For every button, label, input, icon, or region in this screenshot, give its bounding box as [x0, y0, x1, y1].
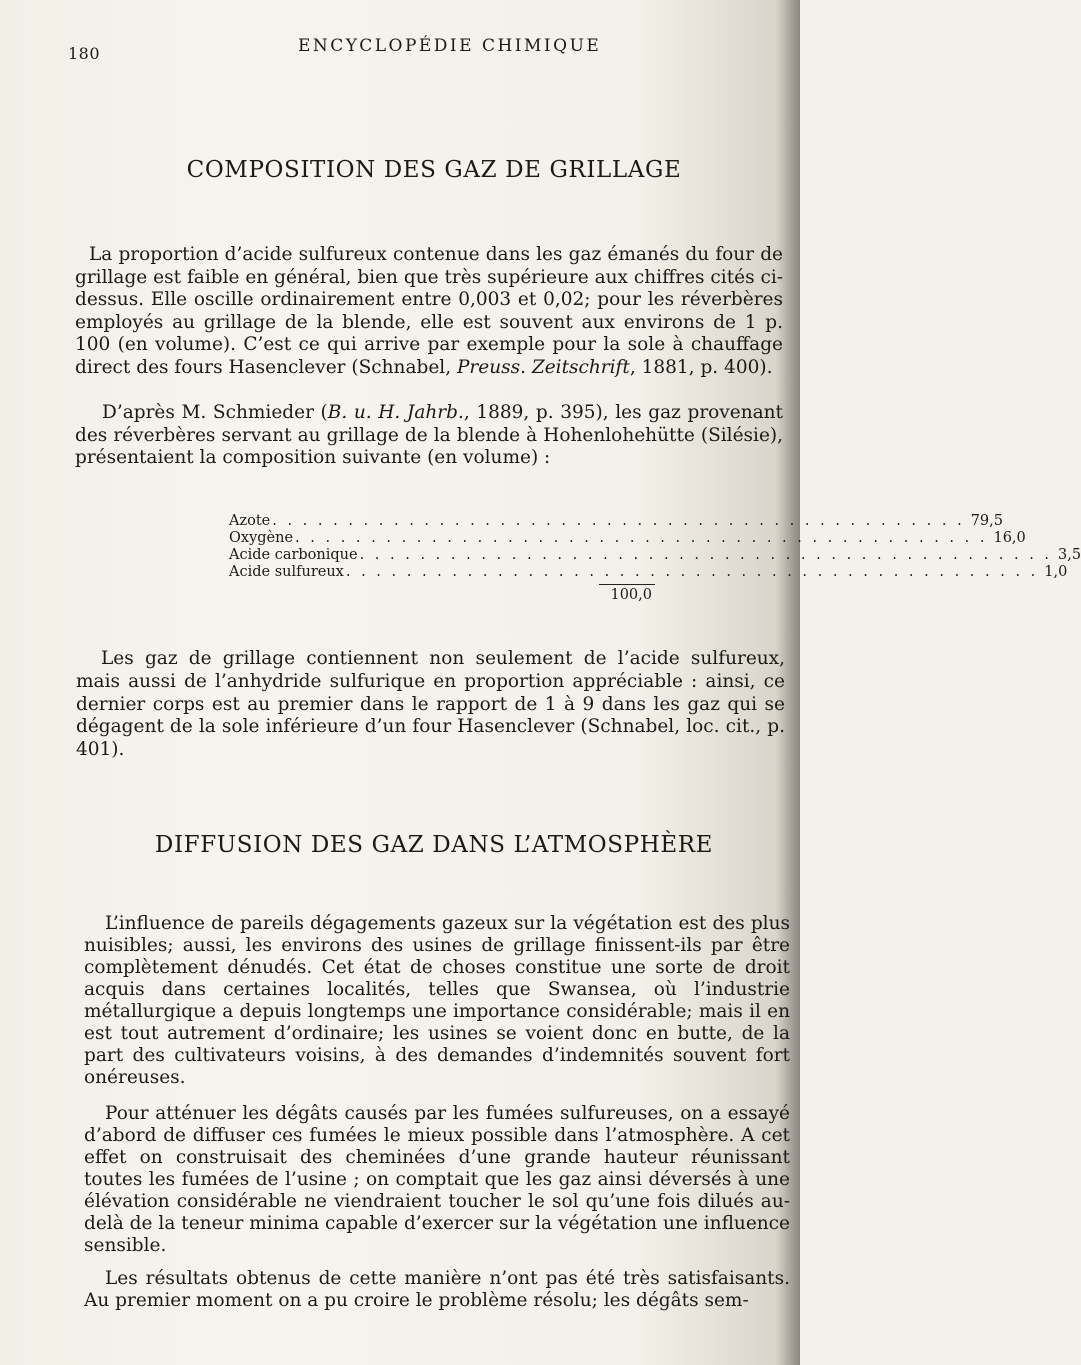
- composition-total-row: [229, 587, 655, 604]
- leader-dots: . . . . . . . . . . . . . . . . . . . . . . . . . . . . . . . . . . . . . . . . . . . . . .: [272, 513, 965, 529]
- paragraph-influence: L’influence de pareils dégagements gazeux sur la végétation est des plus nuisibles; aussi, les environs des usines de grillage finissent-ils par être complètement dénudés. Cet état de choses constitue une sorte de droit acquis dans certaines localités, telles que Swansea, où l’industrie métallurgique a depuis longtemps une importance considérable; mais il en est tout autrement d’ordinaire; les usines se voient donc en butte, de la part des cultivateurs voisins, à des demandes d’indemnités souvent fort onéreuses.: [84, 913, 790, 1088]
- leader-dots: . . . . . . . . . . . . . . . . . . . . . . . . . . . . . . . . . . . . . . . . . . . . . .: [295, 530, 988, 546]
- paragraph-attenuer: Pour atténuer les dégâts causés par les fumées sulfureuses, on a essayé d’abord de diffuser ces fumées le mieux possible dans l’atmosphère. A cet effet on construisait des cheminées d’une grande hauteur réunissant toutes les fumées de l’usine ; on comptait que les gaz ainsi déversés à une élévation considérable ne viendraient toucher le sol qu’une fois dilués au-delà de la teneur minima capable d’exercer sur la végétation une influence sensible.: [84, 1103, 790, 1256]
- composition-label: Acide carbonique: [229, 547, 358, 563]
- composition-row: [229, 547, 1081, 564]
- composition-row: [229, 564, 1068, 581]
- composition-label: Oxygène: [229, 530, 294, 546]
- page-number: 180: [68, 44, 101, 63]
- composition-value: 16,0: [993, 530, 1026, 546]
- paragraph-text: D’après M. Schmieder (: [102, 402, 328, 423]
- composition-row: [229, 530, 1026, 547]
- paragraph-text: , 1889, p. 395), les gaz provenant des réverbères servant au grillage de la blende à Hohenlohehütte (Silésie), présentaient la composition suivante (en volume) :: [75, 402, 783, 469]
- composition-value: 3,5: [1058, 547, 1081, 563]
- composition-label: Acide sulfureux: [229, 564, 344, 580]
- composition-row: [229, 513, 1003, 530]
- section-title-diffusion: DIFFUSION DES GAZ DANS L’ATMOSPHÈRE: [154, 832, 714, 858]
- composition-label: Azote: [229, 513, 271, 529]
- paragraph-resultats: Les résultats obtenus de cette manière n’ont pas été très satisfaisants. Au premier moment on a pu croire le problème résolu; les dégâts sem-: [84, 1268, 790, 1311]
- paragraph-schmieder: [75, 402, 783, 470]
- leader-dots: . . . . . . . . . . . . . . . . . . . . . . . . . . . . . . . . . . . . . . . . . . . . . .: [345, 564, 1039, 580]
- composition-value: 79,5: [970, 513, 1003, 529]
- paragraph-anhydride: Les gaz de grillage contiennent non seulement de l’acide sulfureux, mais aussi de l’anhydride sulfurique en proportion appréciable : ainsi, ce dernier corps est au premier dans le rapport de 1 à 9 dans les gaz qui se dégagent de la sole inférieure d’un four Hasenclever (Schnabel, loc. cit., p. 401).: [76, 648, 785, 761]
- total-rule: [599, 584, 655, 585]
- composition-table: [229, 513, 1081, 604]
- paragraph-text: La proportion d’acide sulfureux contenue dans les gaz émanés du four de grillage est faible en général, bien que très supérieure aux chiffres cités ci-dessus. Elle oscille ordinairement entre 0,003 et 0,02; pour les réverbères employés au grillage de la blende, elle est souvent aux environs de 1 p. 100 (en volume). C’est ce qui arrive par exemple pour la sole à chauffage direct des fours Hasenclever (Schnabel,: [75, 244, 783, 378]
- section-title-composition: COMPOSITION DES GAZ DE GRILLAGE: [186, 157, 682, 183]
- paragraph-text: , 1881, p. 400).: [629, 356, 773, 378]
- leader-dots: . . . . . . . . . . . . . . . . . . . . . . . . . . . . . . . . . . . . . . . . . . . . . .: [359, 547, 1053, 563]
- composition-value: 1,0: [1044, 564, 1068, 580]
- running-head: ENCYCLOPÉDIE CHIMIQUE: [298, 36, 602, 56]
- citation-italic: B. u. H. Jahrb.: [327, 402, 464, 423]
- citation-italic: Preuss. Zeitschrift: [456, 356, 630, 378]
- paragraph-proportion: [75, 244, 783, 380]
- composition-total: 100,0: [610, 587, 652, 603]
